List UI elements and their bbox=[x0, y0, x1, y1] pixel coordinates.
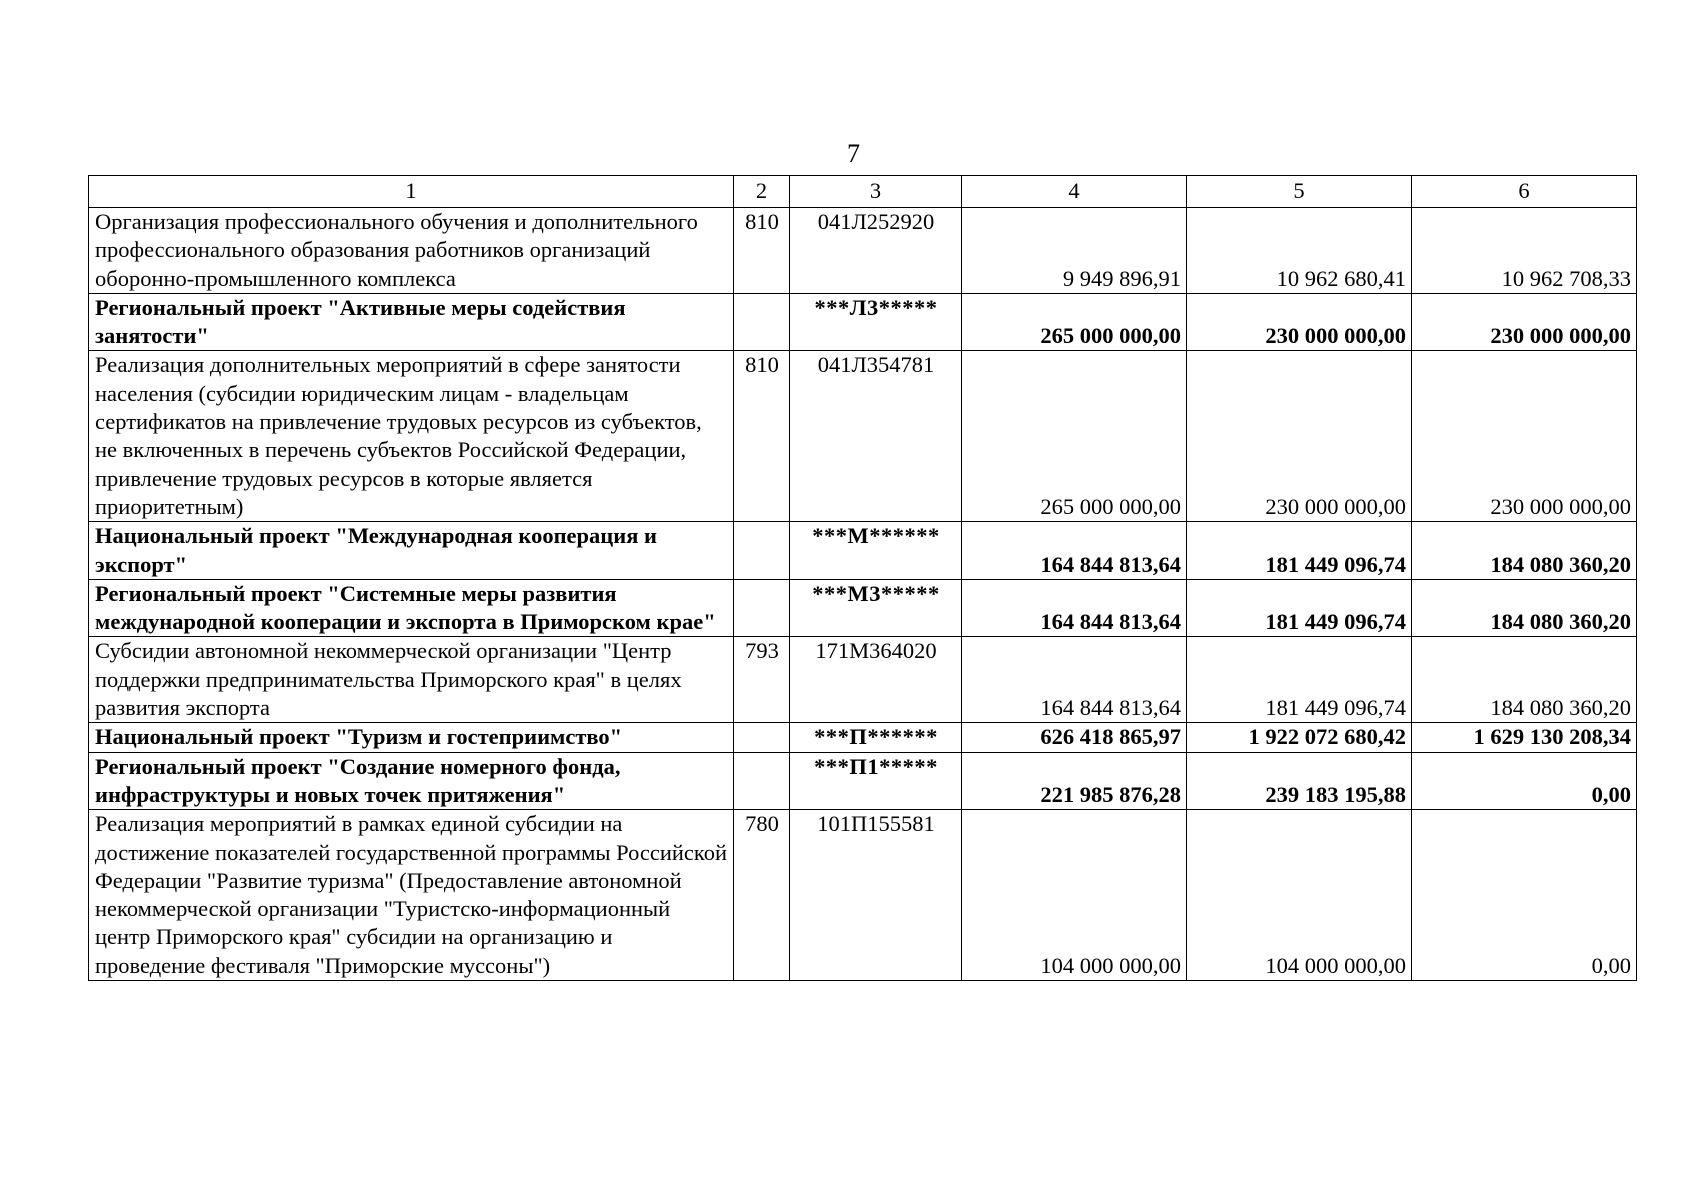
row-amount-col4: 9 949 896,91 bbox=[962, 208, 1187, 294]
row-grbs-code: 793 bbox=[734, 637, 790, 723]
row-target-article-code: ***П****** bbox=[790, 723, 962, 752]
row-name: Реализация мероприятий в рамках единой субсидии на достижение показателей государственной программы Российской Федерации "Развитие туризма" (Предоставление автономной некоммерческой организации "Туристско-информационный центр Приморского края" субсидии на организацию и проведение фестиваля "Приморские муссоны") bbox=[89, 810, 734, 981]
row-grbs-code bbox=[734, 579, 790, 637]
row-name: Национальный проект "Международная кооперация и экспорт" bbox=[89, 522, 734, 580]
row-name: Субсидии автономной некоммерческой организации "Центр поддержки предпринимательства Приморского края" в целях развития экспорта bbox=[89, 637, 734, 723]
table-row bbox=[89, 637, 1637, 723]
row-target-article-code: ***М****** bbox=[790, 522, 962, 580]
row-target-article-code: 101П155581 bbox=[790, 810, 962, 981]
row-grbs-code bbox=[734, 752, 790, 810]
row-target-article-code: ***М3***** bbox=[790, 579, 962, 637]
row-amount-col5: 239 183 195,88 bbox=[1187, 752, 1412, 810]
row-amount-col5: 181 449 096,74 bbox=[1187, 579, 1412, 637]
row-target-article-code: 041Л354781 bbox=[790, 351, 962, 522]
row-grbs-code: 810 bbox=[734, 351, 790, 522]
row-target-article-code: 171М364020 bbox=[790, 637, 962, 723]
table-row bbox=[89, 522, 1637, 580]
row-grbs-code bbox=[734, 723, 790, 752]
row-amount-col5: 230 000 000,00 bbox=[1187, 351, 1412, 522]
row-amount-col5: 181 449 096,74 bbox=[1187, 637, 1412, 723]
budget-table bbox=[88, 175, 1637, 981]
table-row bbox=[89, 351, 1637, 522]
row-grbs-code: 810 bbox=[734, 208, 790, 294]
table-row bbox=[89, 810, 1637, 981]
row-amount-col6: 0,00 bbox=[1412, 752, 1637, 810]
table-row bbox=[89, 723, 1637, 752]
row-name: Региональный проект "Создание номерного фонда, инфраструктуры и новых точек притяжения" bbox=[89, 752, 734, 810]
row-name: Национальный проект "Туризм и гостеприимство" bbox=[89, 723, 734, 752]
row-name: Региональный проект "Системные меры развития международной кооперации и экспорта в Приморском крае" bbox=[89, 579, 734, 637]
row-amount-col6: 184 080 360,20 bbox=[1412, 579, 1637, 637]
row-target-article-code: ***Л3***** bbox=[790, 293, 962, 351]
row-grbs-code bbox=[734, 522, 790, 580]
page-number: 7 bbox=[847, 139, 860, 168]
row-amount-col6: 230 000 000,00 bbox=[1412, 293, 1637, 351]
row-amount-col6: 10 962 708,33 bbox=[1412, 208, 1637, 294]
row-target-article-code: ***П1***** bbox=[790, 752, 962, 810]
column-header-5: 5 bbox=[1187, 176, 1412, 208]
row-amount-col5: 104 000 000,00 bbox=[1187, 810, 1412, 981]
row-amount-col6: 230 000 000,00 bbox=[1412, 351, 1637, 522]
table-row bbox=[89, 208, 1637, 294]
column-header-1: 1 bbox=[89, 176, 734, 208]
row-name: Организация профессионального обучения и дополнительного профессионального образования работников организаций оборонно-промышленного комплекса bbox=[89, 208, 734, 294]
row-amount-col4: 265 000 000,00 bbox=[962, 351, 1187, 522]
row-target-article-code: 041Л252920 bbox=[790, 208, 962, 294]
row-amount-col4: 164 844 813,64 bbox=[962, 579, 1187, 637]
row-amount-col4: 221 985 876,28 bbox=[962, 752, 1187, 810]
row-name: Региональный проект "Активные меры содействия занятости" bbox=[89, 293, 734, 351]
row-name: Реализация дополнительных мероприятий в сфере занятости населения (субсидии юридическим лицам - владельцам сертификатов на привлечение трудовых ресурсов из субъектов, не включенных в перечень субъектов Российской Федерации, привлечение трудовых ресурсов в которые является приоритетным) bbox=[89, 351, 734, 522]
row-amount-col6: 184 080 360,20 bbox=[1412, 637, 1637, 723]
row-amount-col6: 1 629 130 208,34 bbox=[1412, 723, 1637, 752]
row-amount-col4: 265 000 000,00 bbox=[962, 293, 1187, 351]
table-row bbox=[89, 579, 1637, 637]
column-header-3: 3 bbox=[790, 176, 962, 208]
table-row bbox=[89, 752, 1637, 810]
row-amount-col5: 181 449 096,74 bbox=[1187, 522, 1412, 580]
row-amount-col4: 164 844 813,64 bbox=[962, 522, 1187, 580]
row-amount-col5: 230 000 000,00 bbox=[1187, 293, 1412, 351]
column-header-2: 2 bbox=[734, 176, 790, 208]
column-header-6: 6 bbox=[1412, 176, 1637, 208]
row-grbs-code: 780 bbox=[734, 810, 790, 981]
table-header-row bbox=[89, 176, 1637, 208]
row-grbs-code bbox=[734, 293, 790, 351]
column-header-4: 4 bbox=[962, 176, 1187, 208]
table-row bbox=[89, 293, 1637, 351]
row-amount-col5: 10 962 680,41 bbox=[1187, 208, 1412, 294]
row-amount-col4: 626 418 865,97 bbox=[962, 723, 1187, 752]
row-amount-col6: 0,00 bbox=[1412, 810, 1637, 981]
row-amount-col4: 164 844 813,64 bbox=[962, 637, 1187, 723]
row-amount-col5: 1 922 072 680,42 bbox=[1187, 723, 1412, 752]
row-amount-col6: 184 080 360,20 bbox=[1412, 522, 1637, 580]
row-amount-col4: 104 000 000,00 bbox=[962, 810, 1187, 981]
